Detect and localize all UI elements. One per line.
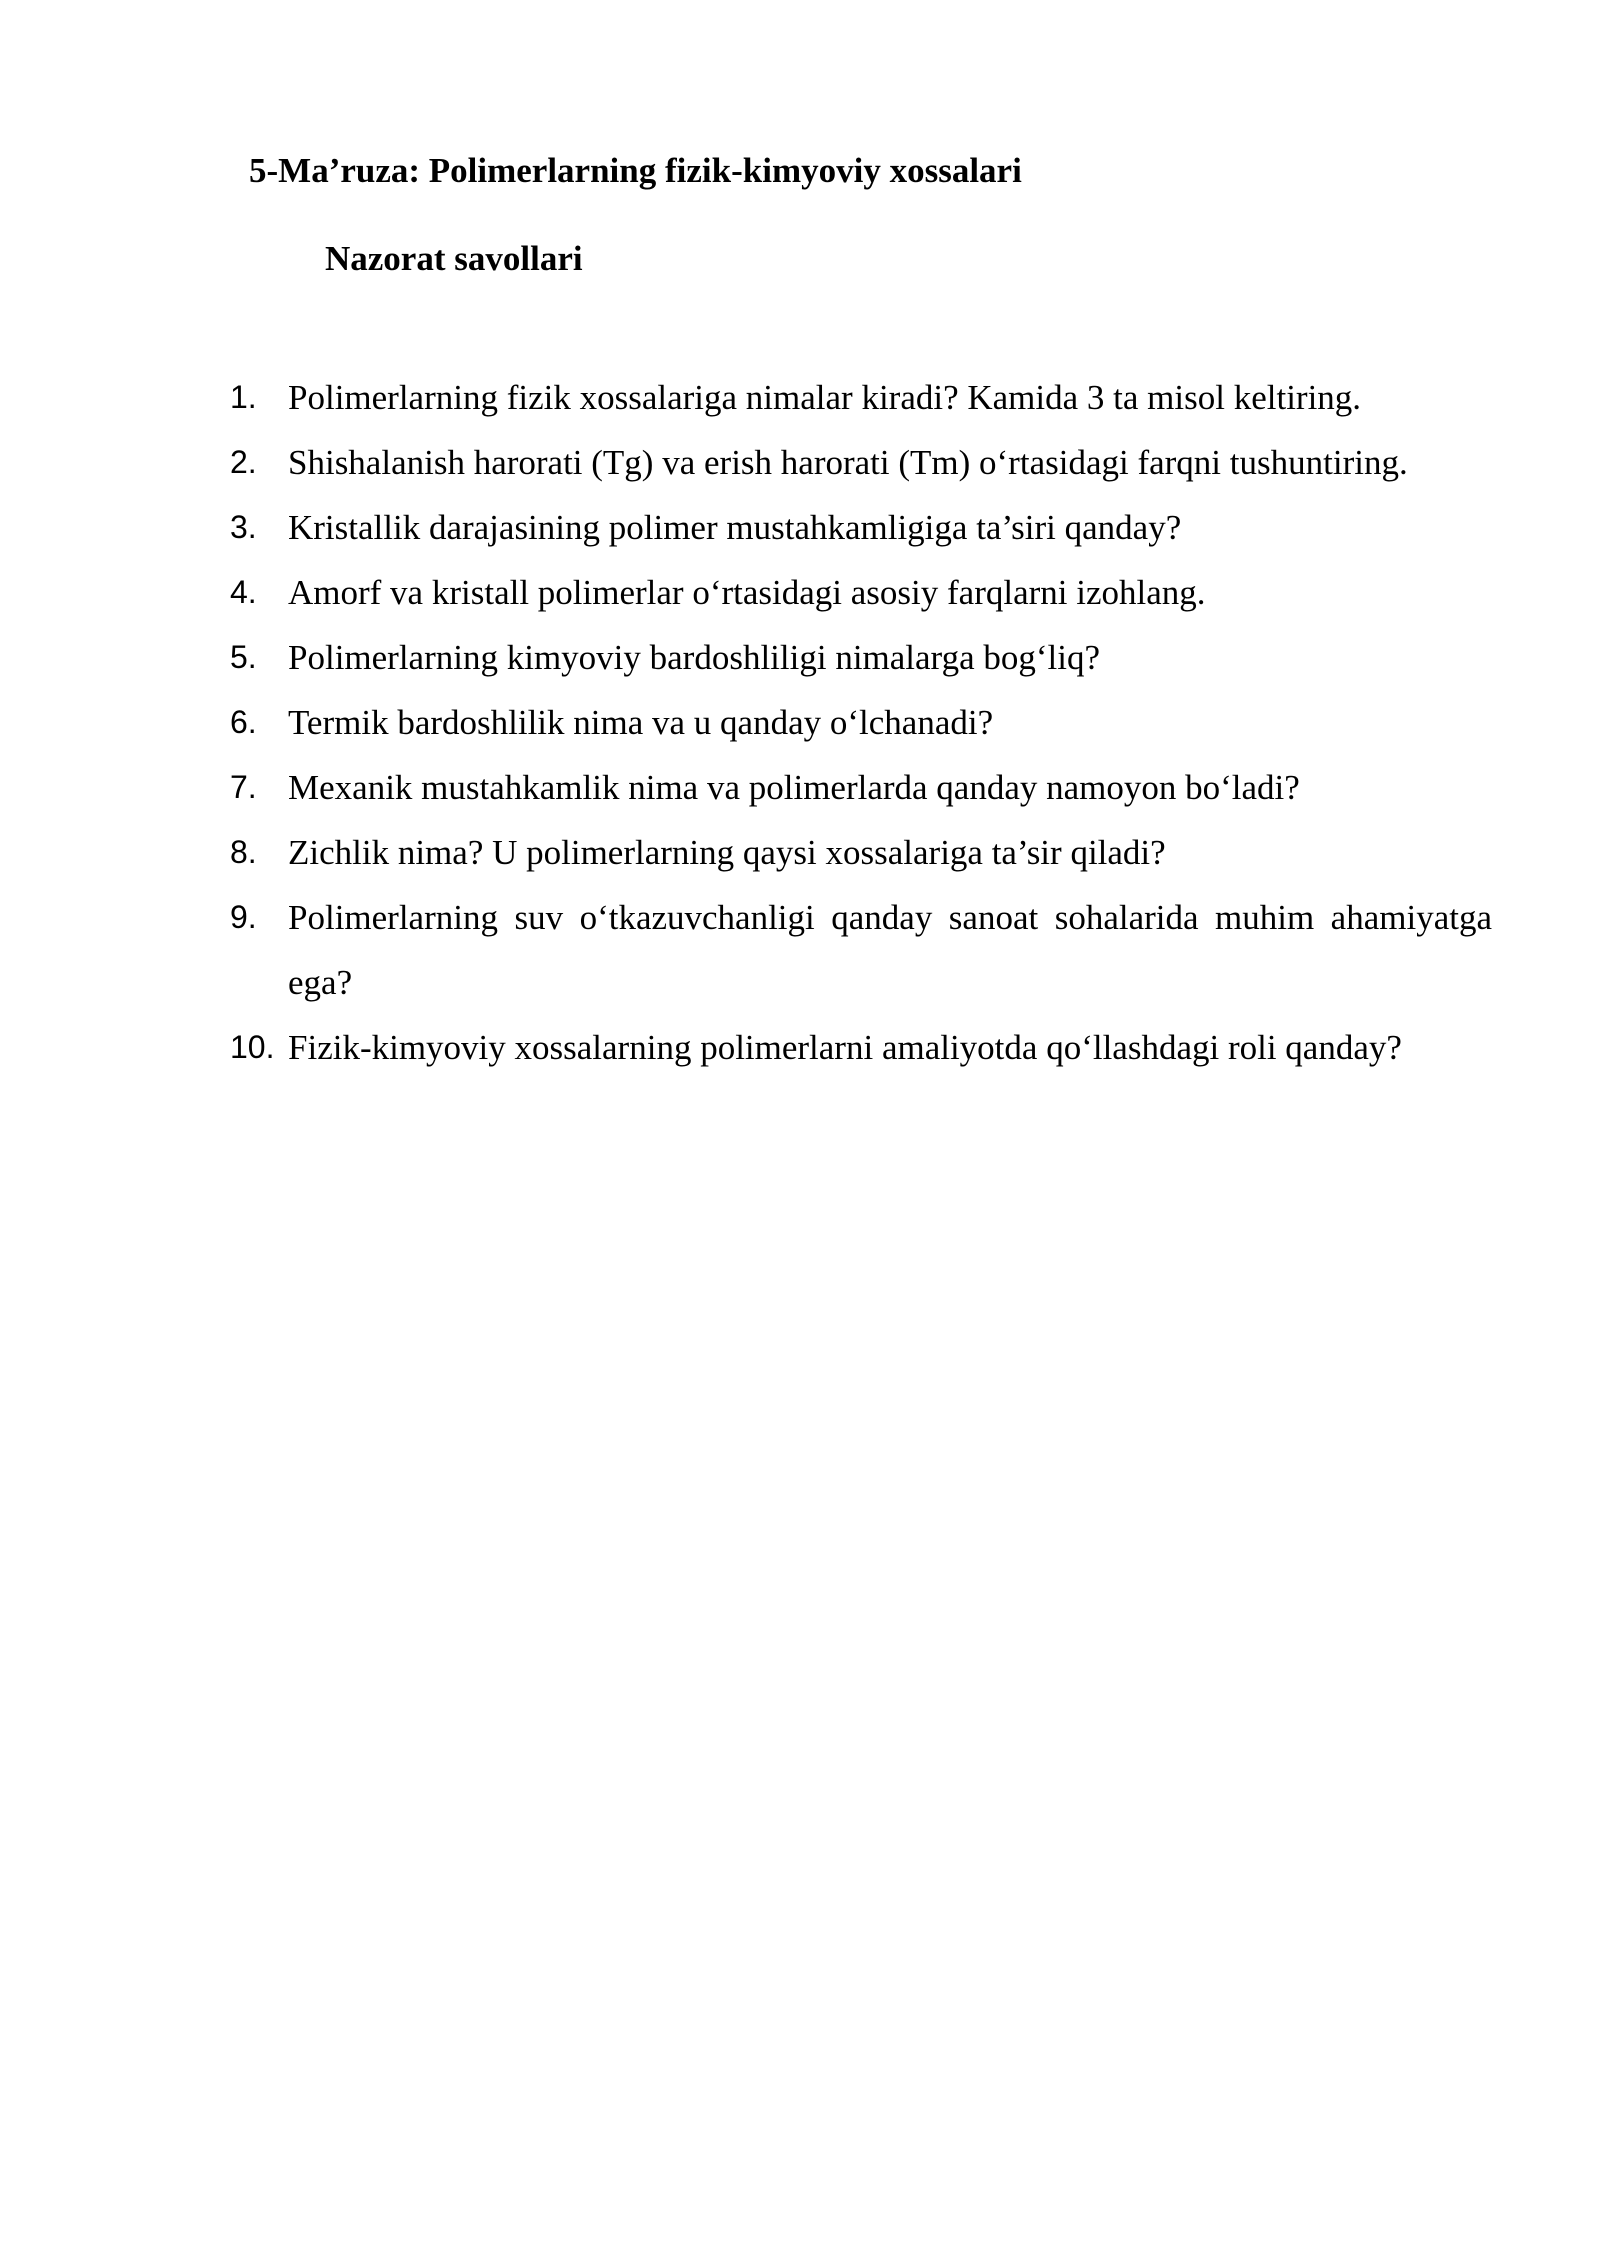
page-title: 5-Ma’ruza: Polimerlarning fizik-kimyoviy xossalari [249, 151, 1022, 190]
question-text: Mexanik mustahkamlik nima va polimerlarda qanday namoyon bo‘ladi? [288, 768, 1300, 807]
question-text: Amorf va kristall polimerlar o‘rtasidagi asosiy farqlarni izohlang. [288, 573, 1206, 612]
list-item [230, 690, 1492, 755]
question-text: Kristallik darajasining polimer mustahkamligiga ta’siri qanday? [288, 508, 1182, 547]
list-item [230, 560, 1492, 625]
question-number: 2. [230, 444, 257, 480]
question-text: Polimerlarning fizik xossalariga nimalar kiradi? Kamida 3 ta misol keltiring. [288, 378, 1362, 417]
question-text: Polimerlarning kimyoviy bardoshliligi nimalarga bog‘liq? [288, 638, 1101, 677]
question-text: Polimerlarning suv o‘tkazuvchanligi qanday sanoat sohalarida muhim ahamiyatga ega? [288, 898, 1492, 1002]
question-text: Shishalanish harorati (Tg) va erish harorati (Tm) o‘rtasidagi farqni tushuntiring. [288, 443, 1408, 482]
list-item [230, 885, 1492, 1015]
question-number: 1. [230, 379, 257, 415]
list-item [230, 430, 1492, 495]
question-number: 9. [230, 899, 257, 935]
question-number: 4. [230, 574, 257, 610]
list-item [230, 625, 1492, 690]
question-number: 8. [230, 834, 257, 870]
question-text: Fizik-kimyoviy xossalarning polimerlarni amaliyotda qo‘llashdagi roli qanday? [288, 1028, 1402, 1067]
question-number: 10. [230, 1029, 275, 1065]
question-text: Zichlik nima? U polimerlarning qaysi xossalariga ta’sir qiladi? [288, 833, 1166, 872]
question-number: 5. [230, 639, 257, 675]
list-item [230, 1015, 1492, 1080]
question-number: 7. [230, 769, 257, 805]
question-number: 3. [230, 509, 257, 545]
question-number: 6. [230, 704, 257, 740]
question-list [230, 365, 1492, 1080]
list-item [230, 365, 1492, 430]
list-item [230, 820, 1492, 885]
list-item [230, 755, 1492, 820]
section-subtitle: Nazorat savollari [325, 239, 583, 278]
question-text: Termik bardoshlilik nima va u qanday o‘lchanadi? [288, 703, 994, 742]
list-item [230, 495, 1492, 560]
